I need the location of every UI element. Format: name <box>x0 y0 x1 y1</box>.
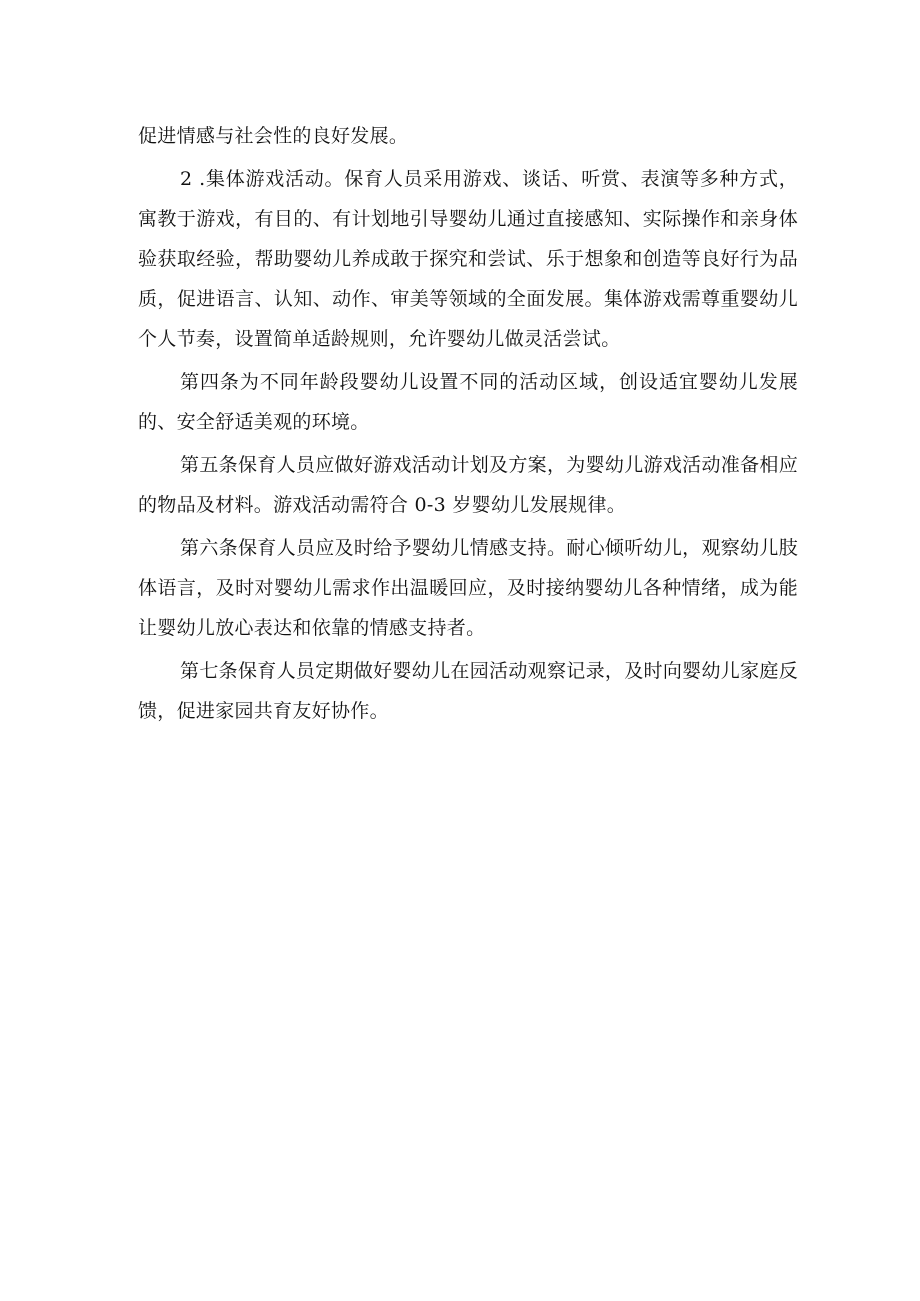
document-body <box>138 116 798 734</box>
paragraph-article-7: 第七条保育人员定期做好婴幼儿在园活动观察记录，及时向婴幼儿家庭反馈，促进家园共育友好协作。 <box>138 660 798 722</box>
paragraph-article-4: 第四条为不同年龄段婴幼儿设置不同的活动区域，创设适宜婴幼儿发展的、安全舒适美观的环境。 <box>138 371 798 433</box>
paragraph-group-play: 2 .集体游戏活动。保育人员采用游戏、谈话、听赏、表演等多种方式，寓教于游戏，有目的、有计划地引导婴幼儿通过直接感知、实际操作和亲身体验获取经验，帮助婴幼儿养成敢于探究和尝试、乐于想象和创造等良好行为品质，促进语言、认知、动作、审美等领域的全面发展。集体游戏需尊重婴幼儿个人节奏，设置简单适龄规则，允许婴幼儿做灵活尝试。 <box>138 168 798 350</box>
paragraph-article-5: 第五条保育人员应做好游戏活动计划及方案，为婴幼儿游戏活动准备相应的物品及材料。游戏活动需符合 0-3 岁婴幼儿发展规律。 <box>138 454 798 516</box>
paragraph-article-6: 第六条保育人员应及时给予婴幼儿情感支持。耐心倾听幼儿，观察幼儿肢体语言，及时对婴幼儿需求作出温暖回应，及时接纳婴幼儿各种情绪，成为能让婴幼儿放心表达和依靠的情感支持者。 <box>138 537 798 639</box>
paragraph-continuation: 促进情感与社会性的良好发展。 <box>138 125 409 147</box>
